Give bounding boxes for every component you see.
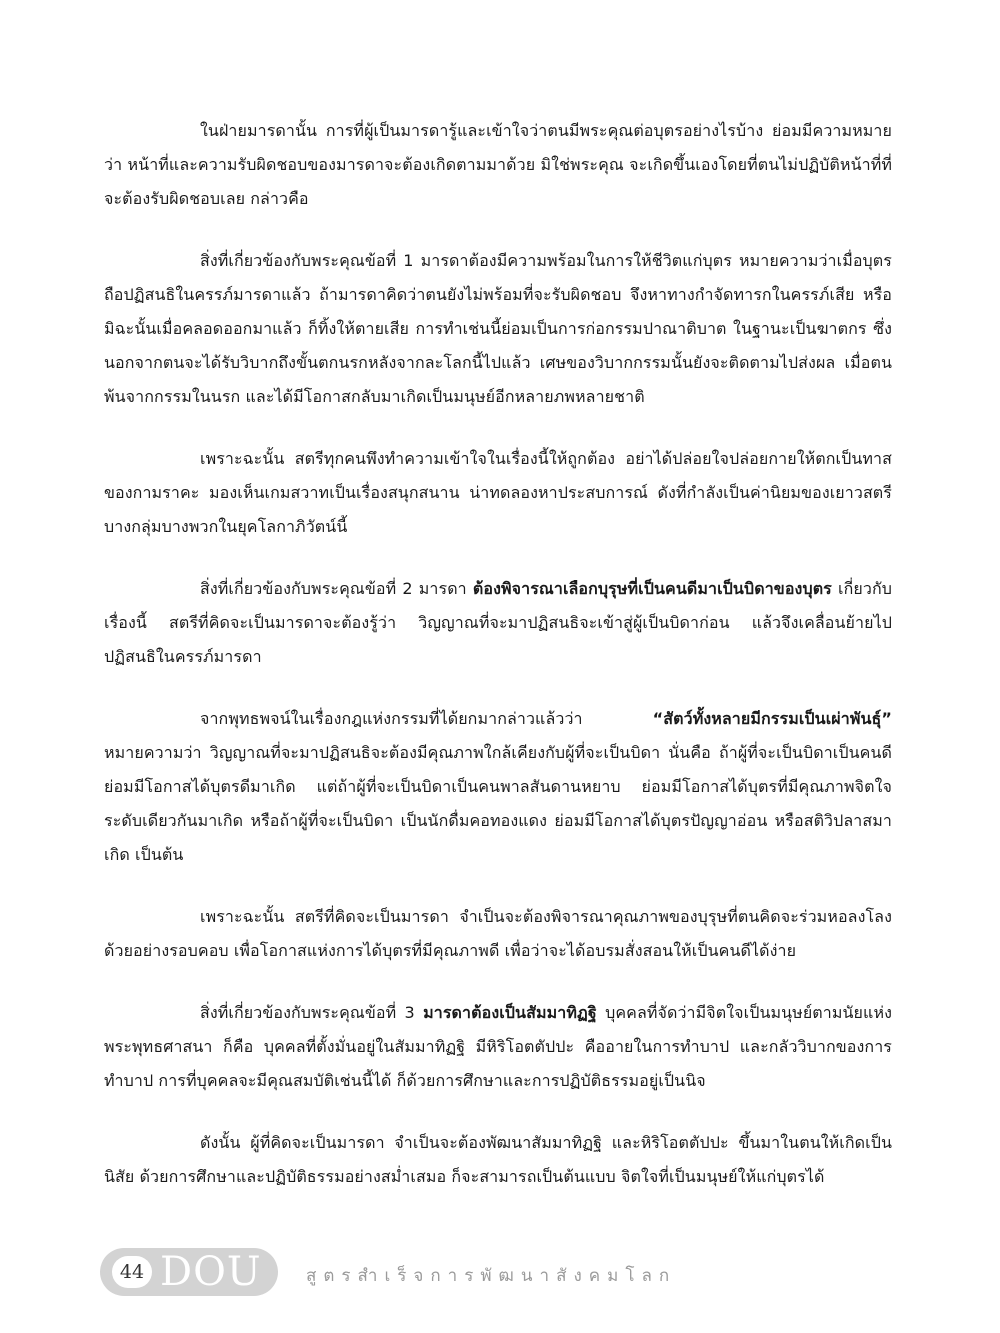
text-run: หมายความว่า วิญญาณที่จะมาปฏิสนธิจะต้องมีคุณภาพใกล้เคียงกับผู้ที่จะเป็นบิดา นั่นคือ ถ้าผู้ที่จะเป็นบิดาเป็นคนดี ย่อมมีโอกาสได้บุตรดีมาเกิด แต่ถ้าผู้ที่จะเป็นบิดาเป็นคนพาลสันดานหยาบ ย่อมมีโอกาสได้บุตรที่มีคุณภาพจิตใจระดับเดียวกันมาเกิด หรือถ้าผู้ที่จะเป็นบิดา เป็นนักดื่มคอทองแดง ย่อมมีโอกาสได้บุตรปัญญาอ่อน หรือสติวิปลาสมาเกิด เป็นต้น <box>104 743 892 864</box>
dou-logo: DOU <box>160 1249 262 1295</box>
bold-text: มารดาต้องเป็นสัมมาทิฏฐิ <box>423 1003 597 1022</box>
text-run: เพราะฉะนั้น สตรีที่คิดจะเป็นมารดา จำเป็นจะต้องพิจารณาคุณภาพของบุรุษที่ตนคิดจะร่วมหอลงโลงด้วยอย่างรอบคอบ เพื่อโอกาสแห่งการได้บุตรที่มีคุณภาพดี เพื่อว่าจะได้อบรมสั่งสอนให้เป็นคนดีได้ง่าย <box>104 907 892 960</box>
paragraph-2 <box>104 244 892 414</box>
text-run: ในฝ่ายมารดานั้น การที่ผู้เป็นมารดารู้และเข้าใจว่าตนมีพระคุณต่อบุตรอย่างไรบ้าง ย่อมมีความหมายว่า หน้าที่และความรับผิดชอบของมารดาจะต้องเกิดตามมาด้วย มิใช่พระคุณ จะเกิดขึ้นเองโดยที่ตนไม่ปฏิบัติหน้าที่ที่จะต้องรับผิดชอบเลย กล่าวคือ <box>104 121 892 208</box>
text-run: สิ่งที่เกี่ยวข้องกับพระคุณข้อที่ 2 มารดา <box>200 579 473 598</box>
text-run: เกี่ยวกับเรื่องนี้ สตรีที่คิดจะเป็นมารดาจะต้องรู้ว่า วิญญาณที่จะมาปฏิสนธิจะเข้าสู่ผู้เป็นบิดาก่อน แล้วจึงเคลื่อนย้ายไปปฏิสนธิในครรภ์มารดา <box>104 579 892 666</box>
paragraph-3 <box>104 442 892 544</box>
text-run: จากพุทธพจน์ในเรื่องกฎแห่งกรรมที่ได้ยกมากล่าวแล้วว่า <box>200 709 653 728</box>
page-body <box>104 114 892 1222</box>
paragraph-4 <box>104 572 892 674</box>
text-run: เพราะฉะนั้น สตรีทุกคนพึงทำความเข้าใจในเรื่องนี้ให้ถูกต้อง อย่าได้ปล่อยใจปล่อยกายให้ตกเป็นทาสของกามราคะ มองเห็นเกมสวาทเป็นเรื่องสนุกสนาน น่าทดลองหาประสบการณ์ ดังที่กำลังเป็นค่านิยมของเยาวสตรีบางกลุ่มบางพวกในยุคโลกาภิวัตน์นี้ <box>104 449 892 536</box>
paragraph-7 <box>104 996 892 1098</box>
text-run: บุคคลที่จัดว่ามีจิตใจเป็นมนุษย์ตามนัยแห่งพระพุทธศาสนา ก็คือ บุคคลที่ตั้งมั่นอยู่ในสัมมาทิฏฐิ มีหิริโอตตัปปะ คืออายในการทำบาป และกลัววิบากของการทำบาป การที่บุคคลจะมีคุณสมบัติเช่นนี้ได้ ก็ด้วยการศึกษาและการปฏิบัติธรรมอยู่เป็นนิจ <box>104 1003 892 1090</box>
bold-text: ต้องพิจารณาเลือกบุรุษที่เป็นคนดีมาเป็นบิดาของบุตร <box>472 579 832 598</box>
text-run: สิ่งที่เกี่ยวข้องกับพระคุณข้อที่ 3 <box>200 1003 424 1022</box>
text-run: สิ่งที่เกี่ยวข้องกับพระคุณข้อที่ 1 มารดาต้องมีความพร้อมในการให้ชีวิตแก่บุตร หมายความว่าเมื่อบุตรถือปฏิสนธิในครรภ์มารดาแล้ว ถ้ามารดาคิดว่าตนยังไม่พร้อมที่จะรับผิดชอบ จึงหาทางกำจัดทารกในครรภ์เสีย หรือมิฉะนั้นเมื่อคลอดออกมาแล้ว ก็ทิ้งให้ตายเสีย การทำเช่นนี้ย่อมเป็นการก่อกรรมปาณาติบาต ในฐานะเป็นฆาตกร ซึ่งนอกจากตนจะได้รับวิบากถึงขั้นตกนรกหลังจากละโลกนี้ไปแล้ว เศษของวิบากกรรมนั้นยังจะติดตามไปส่งผล เมื่อตนพ้นจากกรรมในนรก และได้มีโอกาสกลับมาเกิดเป็นมนุษย์อีกหลายภพหลายชาติ <box>104 251 892 406</box>
paragraph-5 <box>104 702 892 872</box>
page-number: 44 <box>112 1256 152 1288</box>
text-run: ดังนั้น ผู้ที่คิดจะเป็นมารดา จำเป็นจะต้องพัฒนาสัมมาทิฏฐิ และหิริโอตตัปปะ ขึ้นมาในตนให้เกิดเป็นนิสัย ด้วยการศึกษาและปฏิบัติธรรมอย่างสม่ำเสมอ ก็จะสามารถเป็นต้นแบบ จิตใจที่เป็นมนุษย์ให้แก่บุตรได้ <box>104 1133 892 1186</box>
page-footer <box>100 1248 900 1298</box>
paragraph-1 <box>104 114 892 216</box>
paragraph-8 <box>104 1126 892 1194</box>
book-title: สูตรสำเร็จการพัฒนาสังคมโลก <box>306 1266 677 1286</box>
bold-text: “สัตว์ทั้งหลายมีกรรมเป็นเผ่าพันธุ์” <box>652 709 892 728</box>
paragraph-6 <box>104 900 892 968</box>
page-badge <box>100 1248 278 1296</box>
